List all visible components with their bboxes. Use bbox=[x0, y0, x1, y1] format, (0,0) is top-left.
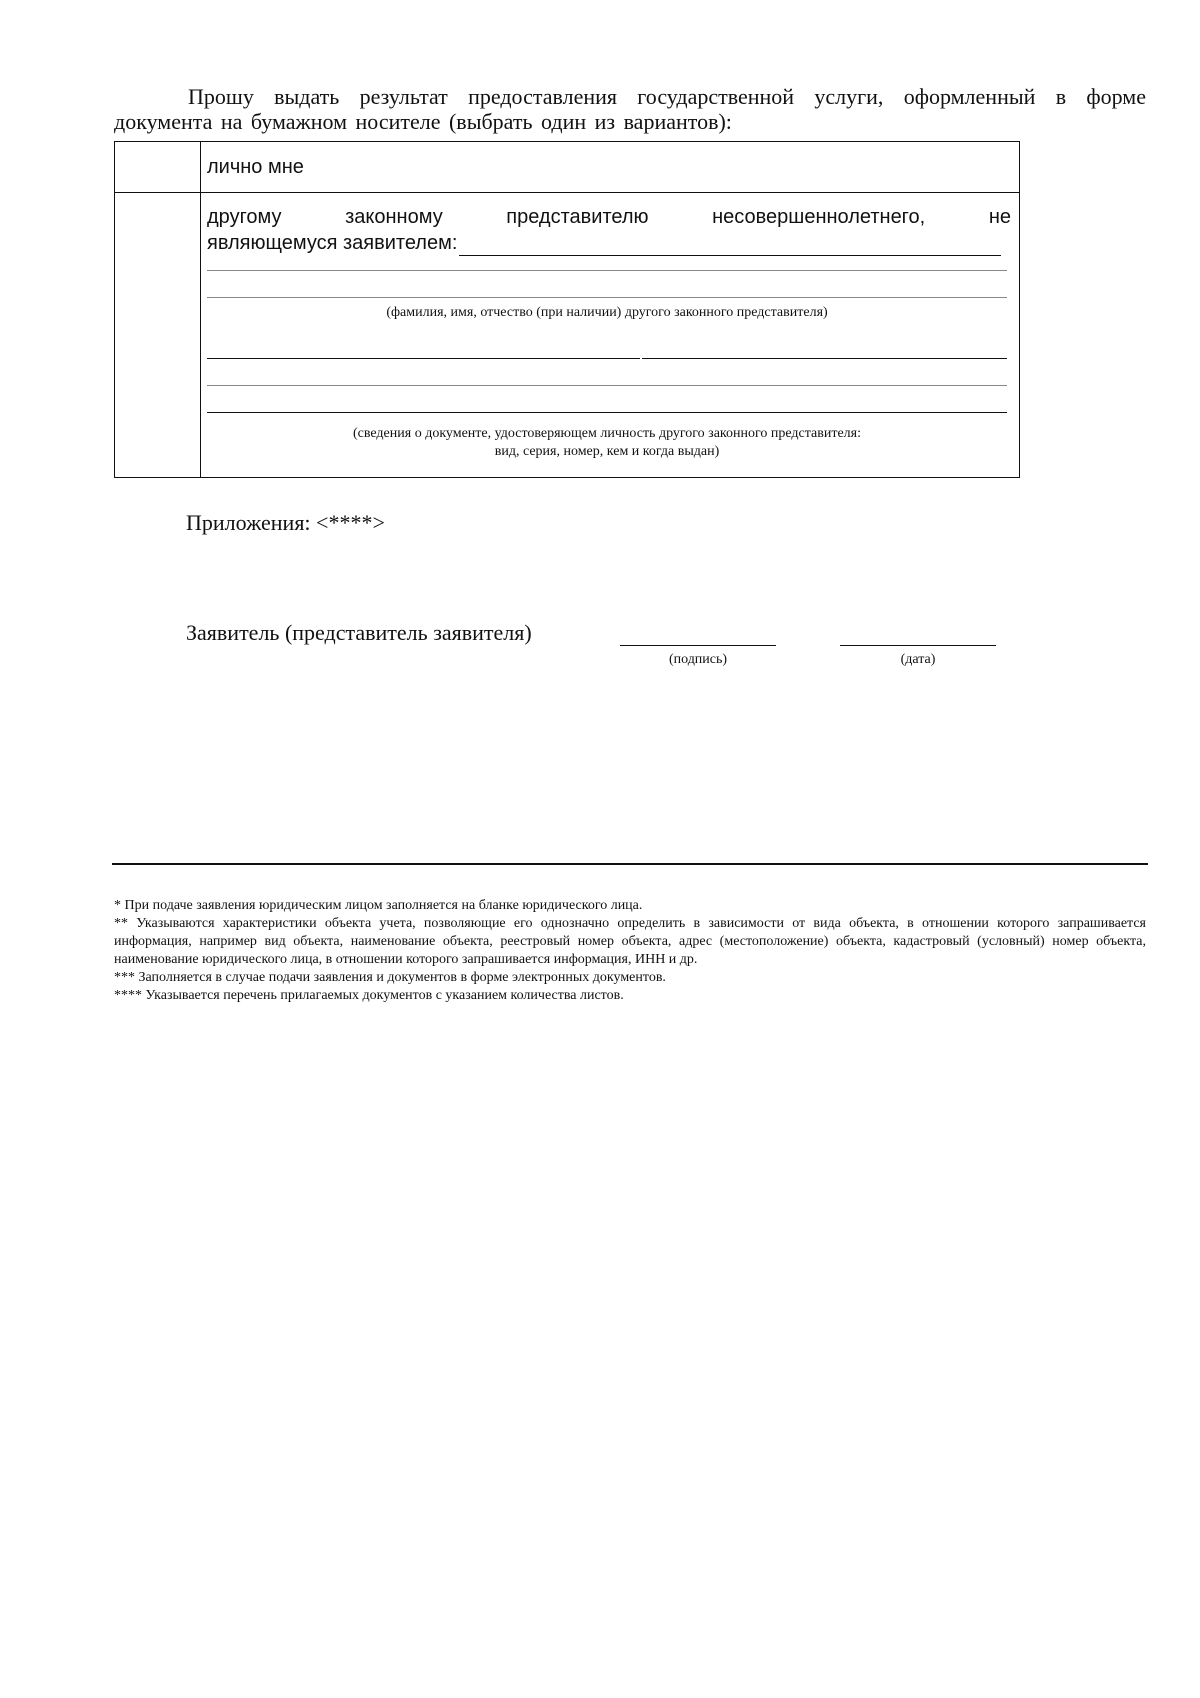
signature-block bbox=[186, 620, 1016, 680]
footnote-1: * При подаче заявления юридическим лицом заполняется на бланке юридического лица. bbox=[114, 898, 643, 913]
footnote-2: ** Указываются характеристики объекта учета, позволяющие его однозначно определить в зависимости от вида объекта, в отношении которого запрашивается информация, например вид объекта, наименование объекта, реестровый номер объекта, адрес (местоположение) объекта, кадастровый (условный) номер объекта, наименование юридического лица, в отношении которого запрашивается информация, ИНН и др. bbox=[114, 916, 1146, 967]
option-label-line-1 bbox=[207, 204, 1011, 230]
word: законному bbox=[345, 206, 443, 228]
name-caption: (фамилия, имя, отчество (при наличии) другого законного представителя) bbox=[386, 305, 828, 320]
signature-caption: (подпись) bbox=[668, 652, 728, 667]
signature-field[interactable] bbox=[620, 645, 776, 646]
option-row-personally bbox=[115, 142, 1019, 193]
date-caption: (дата) bbox=[900, 652, 936, 667]
representative-label: являющемуся заявителем: bbox=[207, 232, 458, 254]
applicant-label: Заявитель (представитель заявителя) bbox=[186, 620, 532, 645]
name-line-2[interactable] bbox=[207, 297, 1007, 298]
footnotes bbox=[114, 897, 1146, 1005]
document-line-2[interactable] bbox=[207, 385, 1007, 386]
footnote-3: *** Заполняется в случае подачи заявления и документов в форме электронных документов. bbox=[114, 970, 666, 985]
option-checkbox-representative[interactable] bbox=[115, 192, 201, 477]
document-line-3[interactable] bbox=[207, 412, 1007, 413]
option-label-representative bbox=[207, 204, 1011, 256]
option-label-line-2 bbox=[207, 230, 1011, 256]
option-row-representative bbox=[115, 192, 1019, 477]
word: представителю bbox=[506, 206, 649, 228]
attachments-label: Приложения: <****> bbox=[186, 510, 385, 535]
option-label-personally: лично мне bbox=[207, 156, 304, 178]
document-line-1a[interactable] bbox=[207, 358, 640, 359]
footnote-4: **** Указывается перечень прилагаемых документов с указанием количества листов. bbox=[114, 988, 624, 1003]
word: другому bbox=[207, 206, 282, 228]
document-caption bbox=[207, 425, 1007, 461]
date-field[interactable] bbox=[840, 645, 996, 646]
word: несовершеннолетнего, bbox=[712, 206, 926, 228]
request-paragraph: Прошу выдать результат предоставления государственной услуги, оформленный в форме документа на бумажном носителе (выбрать один из вариантов): bbox=[114, 84, 1146, 134]
document-caption-line-1: (сведения о документе, удостоверяющем личность другого законного представителя: bbox=[353, 426, 861, 441]
option-checkbox-personally[interactable] bbox=[115, 142, 201, 192]
word: не bbox=[988, 206, 1011, 228]
footnote-divider bbox=[112, 863, 1148, 865]
representative-name-field[interactable] bbox=[459, 235, 1001, 256]
document-caption-line-2: вид, серия, номер, кем и когда выдан) bbox=[494, 444, 720, 459]
document-line-1b[interactable] bbox=[642, 358, 1007, 359]
name-line-1[interactable] bbox=[207, 270, 1007, 271]
delivery-options-table bbox=[114, 141, 1020, 478]
